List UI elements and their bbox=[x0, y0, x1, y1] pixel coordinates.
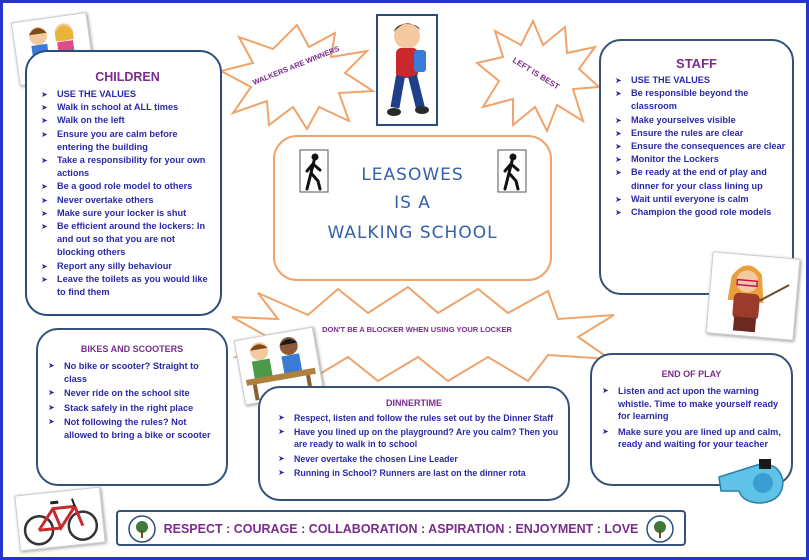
school-logo-icon bbox=[645, 514, 675, 544]
dinnertime-title: DINNERTIME bbox=[386, 398, 442, 408]
teacher-image bbox=[706, 251, 801, 340]
bikes-list bbox=[38, 360, 226, 442]
center-line-2: IS A bbox=[394, 193, 431, 213]
staff-list bbox=[601, 74, 792, 219]
list-item: ➤ Leave the toilets as you would like to find them bbox=[41, 273, 214, 299]
list-item: ➤ No bike or scooter? Straight to class bbox=[48, 360, 220, 385]
list-item: ➤ Running in School? Runners are last on the dinner rota bbox=[278, 467, 562, 479]
walking-person-icon bbox=[497, 149, 527, 193]
dinnertime-list bbox=[260, 412, 568, 479]
list-item: ➤ Not following the rules? Not allowed to bring a bike or scooter bbox=[48, 416, 220, 441]
children-list bbox=[27, 88, 220, 299]
whistle-image bbox=[709, 451, 789, 509]
list-item: ➤ Never ride on the school site bbox=[48, 387, 220, 400]
values-text: RESPECT : COURAGE : COLLABORATION : ASPIRATION : ENJOYMENT : LOVE bbox=[163, 522, 639, 536]
walking-boy-image bbox=[376, 14, 438, 126]
list-item: ➤ Take a responsibility for your own actions bbox=[41, 154, 214, 180]
bikes-title: BIKES AND SCOOTERS bbox=[80, 344, 184, 354]
values-banner bbox=[116, 510, 686, 546]
list-item: ➤ USE THE VALUES bbox=[615, 74, 786, 87]
staff-title: STAFF bbox=[676, 56, 717, 71]
list-item: ➤ Champion the good role models bbox=[615, 206, 786, 219]
blocker-text: DON'T BE A BLOCKER WHEN USING YOUR LOCKER bbox=[322, 325, 512, 334]
children-title: CHILDREN bbox=[95, 70, 160, 84]
list-item: ➤ Ensure you are calm before entering the building bbox=[41, 128, 214, 154]
list-item: ➤ Listen and act upon the warning whistle. Time to make yourself ready for learning bbox=[602, 385, 785, 423]
list-item: ➤ Be efficient around the lockers: In and out so that you are not blocking others bbox=[41, 220, 214, 260]
list-item: ➤ Wait until everyone is calm bbox=[615, 193, 786, 206]
list-item: ➤ Make sure your locker is shut bbox=[41, 207, 214, 220]
list-item: ➤ Make sure you are lined up and calm, ready and waiting for your teacher bbox=[602, 426, 785, 451]
list-item: ➤ Make yourselves visible bbox=[615, 114, 786, 127]
list-item: ➤ Be ready at the end of play and dinner for your class lining up bbox=[615, 166, 786, 192]
center-line-1: LEASOWES bbox=[361, 165, 464, 185]
center-line-3: WALKING SCHOOL bbox=[327, 223, 498, 243]
list-item: ➤ USE THE VALUES bbox=[41, 88, 214, 101]
children-panel bbox=[25, 50, 222, 316]
list-item: ➤ Never overtake the chosen Line Leader bbox=[278, 453, 562, 465]
list-item: ➤ Be a good role model to others bbox=[41, 180, 214, 193]
end-of-play-list bbox=[592, 385, 791, 451]
list-item: ➤ Respect, listen and follow the rules set out by the Dinner Staff bbox=[278, 412, 562, 424]
list-item: ➤ Ensure the rules are clear bbox=[615, 127, 786, 140]
bicycle-image bbox=[14, 487, 105, 552]
center-panel bbox=[273, 135, 552, 281]
list-item: ➤ Be responsible beyond the classroom bbox=[615, 87, 786, 113]
list-item: ➤ Walk on the left bbox=[41, 114, 214, 127]
bikes-panel bbox=[36, 328, 228, 486]
walkers-text: WALKERS ARE WINNERS bbox=[251, 43, 341, 88]
list-item: ➤ Never overtake others bbox=[41, 194, 214, 207]
list-item: ➤ Monitor the Lockers bbox=[615, 153, 786, 166]
walkers-starburst bbox=[217, 21, 377, 133]
left-is-best-text: LEFT IS BEST bbox=[510, 55, 562, 92]
list-item: ➤ Have you lined up on the playground? Are you calm? Then you are ready to walk in to school bbox=[278, 426, 562, 450]
end-of-play-title: END OF PLAY bbox=[661, 369, 722, 379]
walking-person-icon bbox=[299, 149, 329, 193]
list-item: ➤ Report any silly behaviour bbox=[41, 260, 214, 273]
dinnertime-panel bbox=[258, 386, 570, 501]
list-item: ➤ Stack safely in the right place bbox=[48, 402, 220, 415]
list-item: ➤ Ensure the consequences are clear bbox=[615, 140, 786, 153]
list-item: ➤ Walk in school at ALL times bbox=[41, 101, 214, 114]
